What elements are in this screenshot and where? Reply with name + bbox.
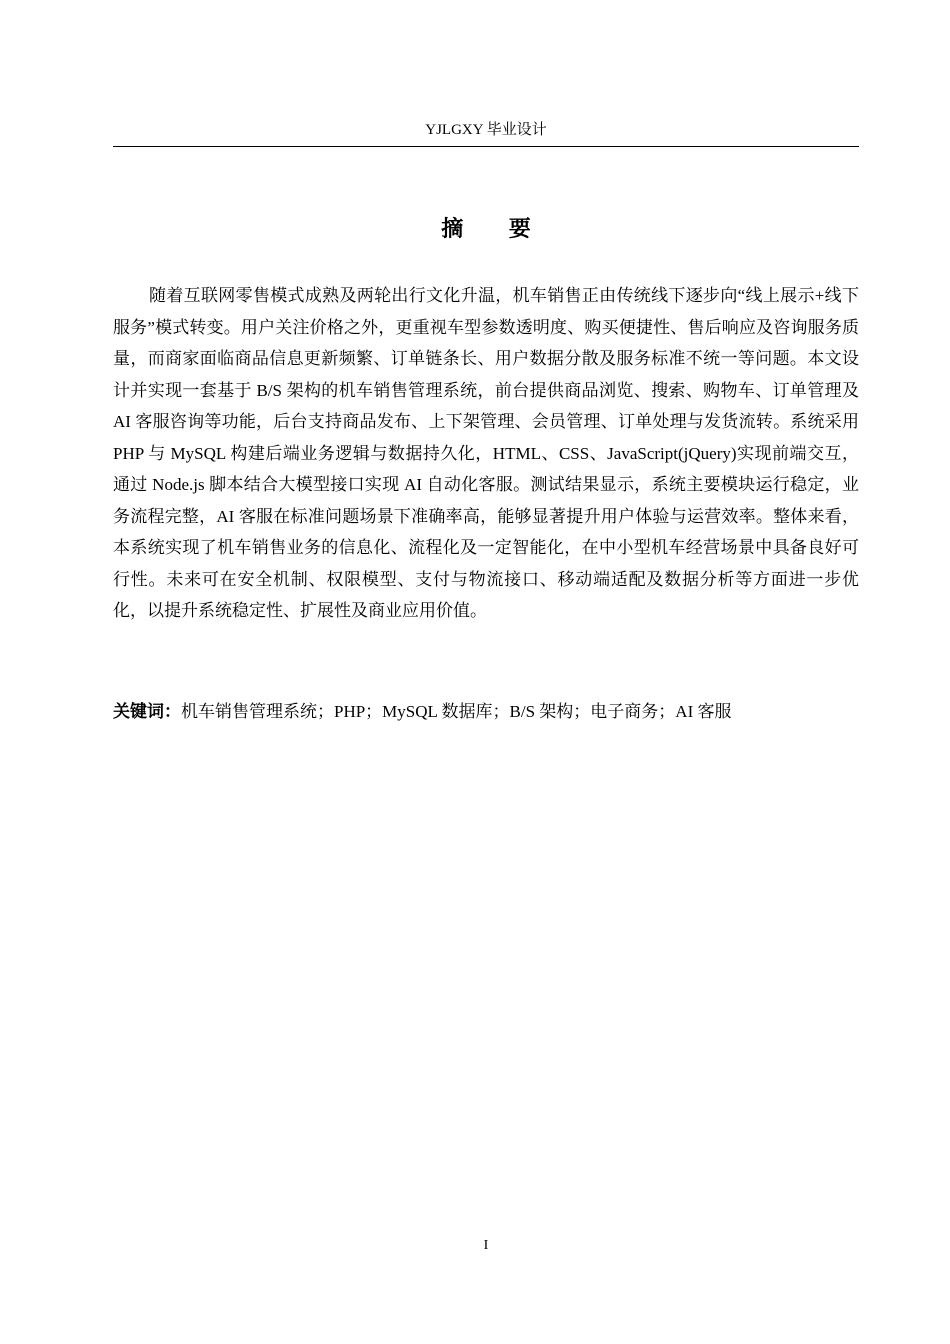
page-number: I bbox=[483, 1238, 489, 1253]
abstract-body: 随着互联网零售模式成熟及两轮出行文化升温，机车销售正由传统线下逐步向“线上展示+线下服务”模式转变。用户关注价格之外，更重视车型参数透明度、购买便捷性、售后响应及咨询服务质量，而商家面临商品信息更新频繁、订单链条长、用户数据分散及服务标准不统一等问题。本文设计并实现一套基于 B/S 架构的机车销售管理系统，前台提供商品浏览、搜索、购物车、订单管理及 AI 客服咨询等功能，后台支持商品发布、上下架管理、会员管理、订单处理与发货流转。系统采用 PHP 与 MySQL 构建后端业务逻辑与数据持久化，HTML、CSS、JavaScript(jQuery)实现前端交互，通过 Node.js 脚本结合大模型接口实现 AI 自动化客服。测试结果显示，系统主要模块运行稳定，业务流程完整，AI 客服在标准问题场景下准确率高，能够显著提升用户体验与运营效率。整体来看，本系统实现了机车销售业务的信息化、流程化及一定智能化，在中小型机车经营场景中具备良好可行性。未来可在安全机制、权限模型、支付与物流接口、移动端适配及数据分析等方面进一步优化，以提升系统稳定性、扩展性及商业应用价值。 bbox=[113, 286, 859, 620]
abstract-title: 摘 要 bbox=[441, 216, 551, 241]
page-header: YJLGXY 毕业设计 bbox=[425, 122, 547, 138]
keywords-value: 机车销售管理系统；PHP；MySQL 数据库；B/S 架构；电子商务；AI 客服 bbox=[181, 702, 732, 721]
header-divider bbox=[113, 146, 859, 147]
keywords-label: 关键词： bbox=[113, 702, 181, 721]
keywords-line bbox=[113, 696, 859, 727]
